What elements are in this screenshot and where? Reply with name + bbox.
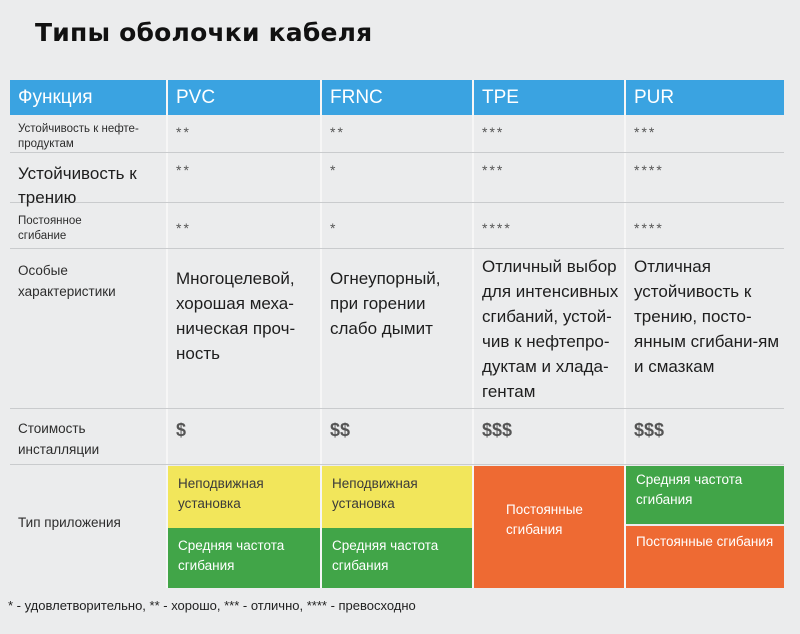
- header-pvc: PVC: [168, 80, 320, 115]
- rating-oil-frnc: **: [330, 124, 345, 140]
- row-label-flex: Постоянное сгибание: [18, 215, 82, 242]
- application-pvc-medium-flex: Средняя частота сгибания: [168, 528, 320, 588]
- header-tpe: TPE: [474, 80, 624, 115]
- divider: [10, 152, 784, 153]
- cost-pur: $$$: [634, 420, 665, 440]
- row-label-oil: Устойчивость к нефте-продуктам: [18, 123, 139, 150]
- features-frnc: Огнеупорный, при горении слабо дымит: [330, 269, 441, 338]
- application-frnc-static: Неподвижная установка: [322, 466, 472, 528]
- header-frnc: FRNC: [322, 80, 472, 115]
- application-frnc-medium-flex: Средняя частота сгибания: [322, 528, 472, 588]
- rating-abrasion-pur: ****: [634, 162, 664, 178]
- row-label-cost: Стоимость инсталляции: [18, 421, 100, 457]
- features-pur: Отличная устойчивость к трению, посто-янным сгибани-ям и смазкам: [634, 257, 780, 376]
- application-pur-medium-flex: Средняя частота сгибания: [626, 466, 784, 524]
- cost-tpe: $$$: [482, 420, 513, 440]
- page-title: Типы оболочки кабеля: [35, 18, 373, 47]
- row-label-abrasion: Устойчивость к трению: [18, 164, 137, 207]
- divider: [10, 408, 784, 409]
- cable-sheath-table: [10, 80, 784, 588]
- rating-flex-pur: ****: [634, 220, 664, 236]
- rating-oil-pur: ***: [634, 124, 657, 140]
- rating-abrasion-tpe: ***: [482, 162, 505, 178]
- row-label-features: Особые характеристики: [18, 263, 116, 299]
- application-pvc-static: Неподвижная установка: [168, 466, 320, 528]
- header-pur: PUR: [626, 80, 784, 115]
- cost-pvc: $: [176, 420, 187, 440]
- divider: [10, 464, 784, 465]
- header-function: Функция: [10, 80, 166, 115]
- features-pvc: Многоцелевой, хорошая меха-ническая проч-ность: [176, 269, 296, 363]
- features-tpe: Отличный выбор для интенсивных сгибаний, устой-чив к нефтепро-дуктам и хлада-гентам: [482, 257, 619, 401]
- application-pur-constant-flex: Постоянные сгибания: [626, 526, 784, 588]
- rating-oil-pvc: **: [176, 124, 191, 140]
- rating-flex-pvc: **: [176, 220, 191, 236]
- row-label-application: Тип приложения: [18, 515, 121, 530]
- application-tpe-constant-flex: Постоянные сгибания: [474, 466, 624, 588]
- divider: [10, 248, 784, 249]
- cost-frnc: $$: [330, 420, 351, 440]
- rating-flex-frnc: *: [330, 220, 338, 236]
- rating-abrasion-frnc: *: [330, 162, 338, 178]
- rating-oil-tpe: ***: [482, 124, 505, 140]
- rating-legend: * - удовлетворительно, ** - хорошо, *** - отлично, **** - превосходно: [8, 598, 416, 613]
- rating-flex-tpe: ****: [482, 220, 512, 236]
- rating-abrasion-pvc: **: [176, 162, 191, 178]
